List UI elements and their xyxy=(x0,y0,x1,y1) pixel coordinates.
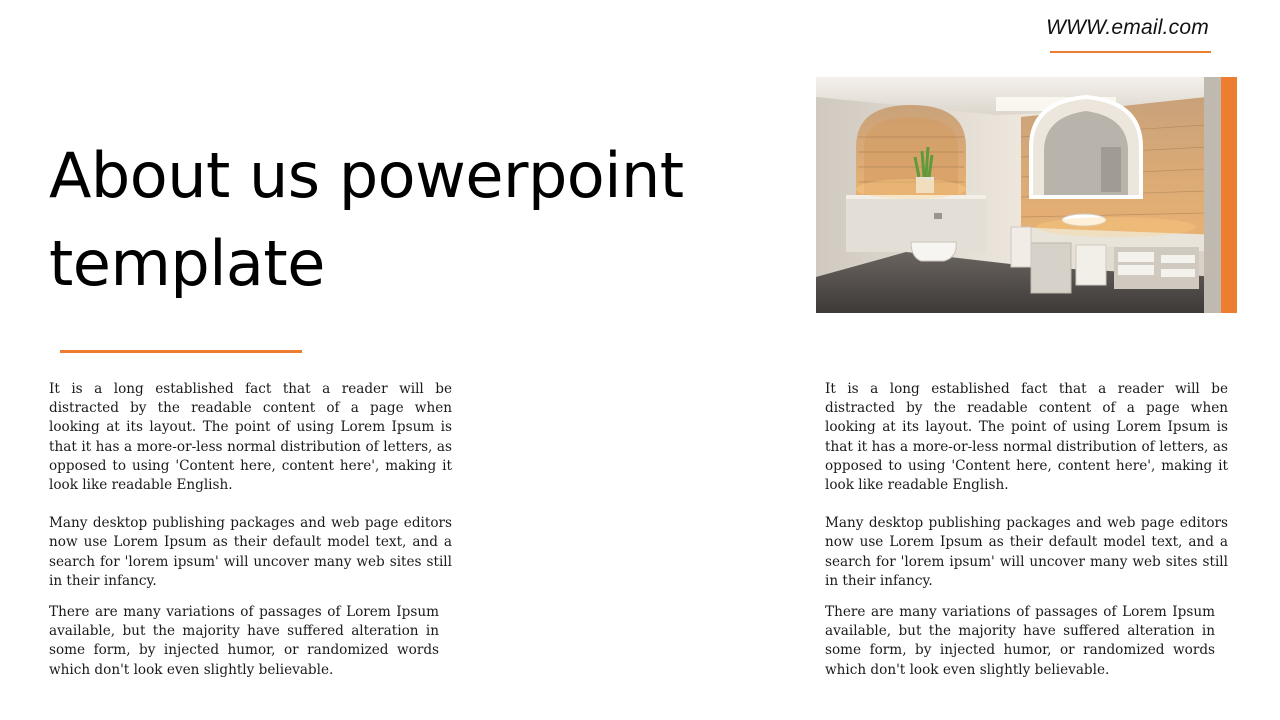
title-underline xyxy=(60,350,302,353)
url-underline xyxy=(1050,51,1211,53)
right-paragraph-3: There are many variations of passages of Lorem Ipsum available, but the majority have suffered alteration in some form, by injected humor, or randomized words which don't look even slightly believable. xyxy=(825,604,1215,678)
right-paragraph-1: It is a long established fact that a reader will be distracted by the readable content of a page when looking at its layout. The point of using Lorem Ipsum is that it has a more-or-less normal distribution of letters, as opposed to using 'Content here, content here', making it look like readable English. xyxy=(825,381,1228,494)
page-title: About us powerpoint template xyxy=(49,139,684,300)
photo-frame xyxy=(816,77,1237,313)
left-paragraph-3: There are many variations of passages of Lorem Ipsum available, but the majority have suffered alteration in some form, by injected humor, or randomized words which don't look even slightly believable. xyxy=(49,604,439,678)
website-url[interactable]: WWW.email.com xyxy=(1046,16,1209,39)
left-paragraph-2: Many desktop publishing packages and web page editors now use Lorem Ipsum as their default model text, and a search for 'lorem ipsum' will uncover many web sites still in their infancy. xyxy=(49,515,452,589)
right-paragraph-2: Many desktop publishing packages and web page editors now use Lorem Ipsum as their default model text, and a search for 'lorem ipsum' will uncover many web sites still in their infancy. xyxy=(825,515,1228,589)
right-text-column xyxy=(825,380,1228,680)
bathroom-photo xyxy=(816,77,1221,313)
left-text-column xyxy=(49,380,452,680)
left-paragraph-1: It is a long established fact that a reader will be distracted by the readable content of a page when looking at its layout. The point of using Lorem Ipsum is that it has a more-or-less normal distribution of letters, as opposed to using 'Content here, content here', making it look like readable English. xyxy=(49,381,452,494)
